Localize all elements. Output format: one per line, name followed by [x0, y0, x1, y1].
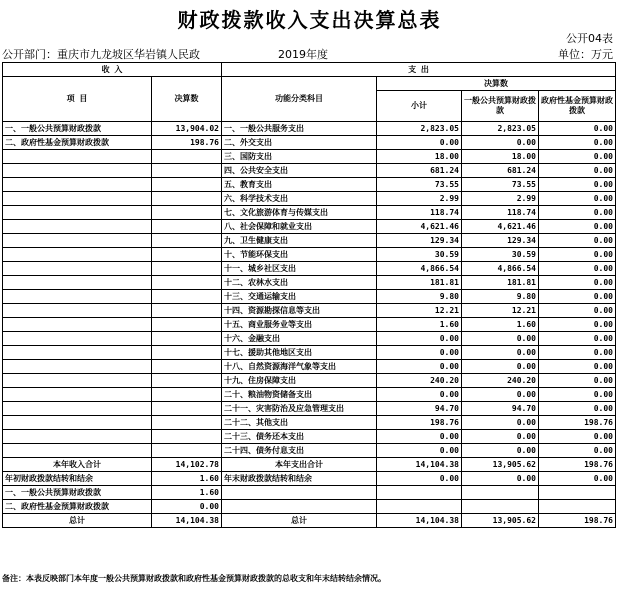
expense-item-label: 十九、住房保障支出 — [222, 374, 377, 388]
form-number: 公开04表 — [566, 32, 613, 45]
expense-fund: 0.00 — [539, 360, 616, 374]
expense-subtotal: 94.70 — [377, 402, 462, 416]
income-item-label — [3, 262, 152, 276]
carry-in-label: 年初财政拨款结转和结余 — [3, 472, 152, 486]
expense-fund: 0.00 — [539, 332, 616, 346]
expense-total-value: 14,104.38 — [377, 458, 462, 472]
expense-item-label: 七、文化旅游体育与传媒支出 — [222, 206, 377, 220]
expense-general: 129.34 — [462, 234, 539, 248]
empty-cell — [462, 486, 539, 500]
expense-item-label: 二十三、债务还本支出 — [222, 430, 377, 444]
income-section-header: 收 入 — [3, 63, 222, 77]
expense-general: 240.20 — [462, 374, 539, 388]
income-item-value — [152, 192, 222, 206]
general-budget-header: 一般公共预算财政拨款 — [462, 91, 539, 122]
income-item-label — [3, 234, 152, 248]
income-item-value — [152, 318, 222, 332]
expense-item-label: 十二、农林水支出 — [222, 276, 377, 290]
income-item-label — [3, 360, 152, 374]
expense-subtotal: 0.00 — [377, 444, 462, 458]
income-item-value — [152, 346, 222, 360]
expense-item-label: 六、科学技术支出 — [222, 192, 377, 206]
income-item-value — [152, 360, 222, 374]
empty-cell — [377, 486, 462, 500]
income-item-value — [152, 276, 222, 290]
expense-general: 73.55 — [462, 178, 539, 192]
expense-item-label: 十六、金融支出 — [222, 332, 377, 346]
expense-total-label: 本年支出合计 — [222, 458, 377, 472]
carry-in-fund-value: 0.00 — [152, 500, 222, 514]
income-item-label — [3, 430, 152, 444]
expense-item-label: 十八、自然资源海洋气象等支出 — [222, 360, 377, 374]
income-item-value — [152, 206, 222, 220]
table-row — [3, 192, 616, 206]
func-class-header: 功能分类科目 — [222, 77, 377, 122]
expense-general: 0.00 — [462, 136, 539, 150]
expense-general: 0.00 — [462, 444, 539, 458]
table-row — [3, 360, 616, 374]
income-item-label — [3, 290, 152, 304]
empty-cell — [539, 500, 616, 514]
grand-total-general: 13,905.62 — [462, 514, 539, 528]
expense-general: 0.00 — [462, 388, 539, 402]
expense-fund: 0.00 — [539, 304, 616, 318]
empty-cell — [462, 500, 539, 514]
expense-item-label: 二十四、债务付息支出 — [222, 444, 377, 458]
income-item-label — [3, 276, 152, 290]
expense-fund: 198.76 — [539, 416, 616, 430]
expense-fund: 0.00 — [539, 276, 616, 290]
income-item-value — [152, 164, 222, 178]
carry-out-fund: 0.00 — [539, 472, 616, 486]
income-item-value — [152, 220, 222, 234]
expense-fund: 0.00 — [539, 234, 616, 248]
expense-general: 681.24 — [462, 164, 539, 178]
expense-fund: 0.00 — [539, 122, 616, 136]
expense-general: 0.00 — [462, 332, 539, 346]
expense-item-label: 二十、粮油物资储备支出 — [222, 388, 377, 402]
expense-subtotal: 681.24 — [377, 164, 462, 178]
expense-general: 30.59 — [462, 248, 539, 262]
income-item-value: 13,904.02 — [152, 122, 222, 136]
expense-general: 181.81 — [462, 276, 539, 290]
expense-total-general: 13,905.62 — [462, 458, 539, 472]
expense-general: 2,823.05 — [462, 122, 539, 136]
income-item-label — [3, 178, 152, 192]
expense-general: 0.00 — [462, 430, 539, 444]
expense-subtotal: 129.34 — [377, 234, 462, 248]
expense-fund: 0.00 — [539, 136, 616, 150]
expense-item-label: 十七、援助其他地区支出 — [222, 346, 377, 360]
carry-in-general-label: 一、一般公共预算财政拨款 — [3, 486, 152, 500]
table-row — [3, 206, 616, 220]
income-item-value — [152, 234, 222, 248]
income-item-value — [152, 444, 222, 458]
expense-item-label: 二、外交支出 — [222, 136, 377, 150]
table-row — [3, 290, 616, 304]
expense-fund: 0.00 — [539, 178, 616, 192]
budget-table — [2, 62, 616, 528]
table-row — [3, 150, 616, 164]
income-item-value — [152, 290, 222, 304]
expense-item-label: 十一、城乡社区支出 — [222, 262, 377, 276]
expense-subtotal: 0.00 — [377, 346, 462, 360]
income-item-value — [152, 304, 222, 318]
expense-fund: 0.00 — [539, 192, 616, 206]
expense-general: 1.60 — [462, 318, 539, 332]
expense-item-label: 四、公共安全支出 — [222, 164, 377, 178]
report-meta — [2, 46, 613, 60]
income-item-label — [3, 402, 152, 416]
income-item-value — [152, 430, 222, 444]
income-item-label — [3, 346, 152, 360]
expense-fund: 0.00 — [539, 206, 616, 220]
expense-fund: 0.00 — [539, 444, 616, 458]
expense-subtotal: 18.00 — [377, 150, 462, 164]
table-row — [3, 220, 616, 234]
expense-subtotal: 9.80 — [377, 290, 462, 304]
expense-item-label: 十四、资源勘探信息等支出 — [222, 304, 377, 318]
expense-general: 0.00 — [462, 346, 539, 360]
expense-general: 2.99 — [462, 192, 539, 206]
income-item-label — [3, 248, 152, 262]
table-row — [3, 444, 616, 458]
income-item-value — [152, 178, 222, 192]
expense-amount-header: 决算数 — [377, 77, 616, 91]
income-item-label: 二、政府性基金预算财政拨款 — [3, 136, 152, 150]
income-item-label — [3, 164, 152, 178]
income-item-label — [3, 332, 152, 346]
expense-fund: 0.00 — [539, 402, 616, 416]
table-row — [3, 248, 616, 262]
expense-general: 18.00 — [462, 150, 539, 164]
income-total-value: 14,102.78 — [152, 458, 222, 472]
income-item-value — [152, 262, 222, 276]
table-row — [3, 332, 616, 346]
grand-total-expense-label: 总计 — [222, 514, 377, 528]
expense-subtotal: 0.00 — [377, 332, 462, 346]
carry-out-label: 年末财政拨款结转和结余 — [222, 472, 377, 486]
expense-total-fund: 198.76 — [539, 458, 616, 472]
expense-item-label: 五、教育支出 — [222, 178, 377, 192]
empty-cell — [539, 486, 616, 500]
income-item-value — [152, 332, 222, 346]
grand-total-income: 14,104.38 — [152, 514, 222, 528]
income-item-label: 一、一般公共预算财政拨款 — [3, 122, 152, 136]
empty-cell — [222, 500, 377, 514]
expense-fund: 0.00 — [539, 220, 616, 234]
grand-total-label: 总计 — [3, 514, 152, 528]
expense-subtotal: 240.20 — [377, 374, 462, 388]
expense-item-label: 十三、交通运输支出 — [222, 290, 377, 304]
gov-fund-header: 政府性基金预算财政拨款 — [539, 91, 616, 122]
grand-total-expense: 14,104.38 — [377, 514, 462, 528]
income-item-value — [152, 416, 222, 430]
expense-fund: 0.00 — [539, 346, 616, 360]
expense-subtotal: 0.00 — [377, 136, 462, 150]
expense-fund: 0.00 — [539, 374, 616, 388]
expense-fund: 0.00 — [539, 318, 616, 332]
table-row — [3, 402, 616, 416]
table-row — [3, 234, 616, 248]
expense-subtotal: 4,866.54 — [377, 262, 462, 276]
expense-general: 12.21 — [462, 304, 539, 318]
expense-fund: 0.00 — [539, 164, 616, 178]
expense-item-label: 八、社会保障和就业支出 — [222, 220, 377, 234]
carry-out-general: 0.00 — [462, 472, 539, 486]
income-item-label — [3, 206, 152, 220]
income-item-label — [3, 304, 152, 318]
expense-item-label: 十五、商业服务业等支出 — [222, 318, 377, 332]
item-header: 项 目 — [3, 77, 152, 122]
income-total-label: 本年收入合计 — [3, 458, 152, 472]
expense-general: 0.00 — [462, 360, 539, 374]
table-row — [3, 164, 616, 178]
department-label: 公开部门：重庆市九龙坡区华岩镇人民政 — [2, 48, 200, 61]
income-item-value — [152, 388, 222, 402]
expense-fund: 0.00 — [539, 430, 616, 444]
table-row — [3, 416, 616, 430]
expense-subtotal: 4,621.46 — [377, 220, 462, 234]
income-item-label — [3, 444, 152, 458]
expense-general: 0.00 — [462, 416, 539, 430]
grand-total-fund: 198.76 — [539, 514, 616, 528]
expense-general: 94.70 — [462, 402, 539, 416]
expense-section-header: 支 出 — [222, 63, 616, 77]
expense-fund: 0.00 — [539, 290, 616, 304]
table-row — [3, 388, 616, 402]
income-item-label — [3, 416, 152, 430]
income-item-value — [152, 374, 222, 388]
table-row — [3, 430, 616, 444]
income-item-label — [3, 220, 152, 234]
table-row — [3, 304, 616, 318]
expense-item-label: 二十二、其他支出 — [222, 416, 377, 430]
expense-subtotal: 0.00 — [377, 430, 462, 444]
expense-subtotal: 198.76 — [377, 416, 462, 430]
unit-label: 单位：万元 — [558, 48, 613, 61]
expense-general: 4,621.46 — [462, 220, 539, 234]
income-item-label — [3, 388, 152, 402]
empty-cell — [222, 486, 377, 500]
income-item-value — [152, 248, 222, 262]
expense-item-label: 十、节能环保支出 — [222, 248, 377, 262]
expense-subtotal: 181.81 — [377, 276, 462, 290]
expense-subtotal: 0.00 — [377, 388, 462, 402]
report-title: 财政拨款收入支出决算总表 — [177, 8, 442, 32]
expense-fund: 0.00 — [539, 248, 616, 262]
expense-subtotal: 0.00 — [377, 360, 462, 374]
expense-subtotal: 2.99 — [377, 192, 462, 206]
income-item-value — [152, 150, 222, 164]
expense-fund: 0.00 — [539, 388, 616, 402]
table-row — [3, 318, 616, 332]
table-row — [3, 262, 616, 276]
income-item-label — [3, 192, 152, 206]
expense-item-label: 二十一、灾害防治及应急管理支出 — [222, 402, 377, 416]
expense-subtotal: 73.55 — [377, 178, 462, 192]
carry-in-value: 1.60 — [152, 472, 222, 486]
table-row — [3, 136, 616, 150]
table-row — [3, 346, 616, 360]
income-item-label — [3, 318, 152, 332]
expense-item-label: 三、国防支出 — [222, 150, 377, 164]
expense-subtotal: 30.59 — [377, 248, 462, 262]
expense-general: 9.80 — [462, 290, 539, 304]
empty-cell — [377, 500, 462, 514]
income-item-value: 198.76 — [152, 136, 222, 150]
expense-subtotal: 1.60 — [377, 318, 462, 332]
subtotal-header: 小计 — [377, 91, 462, 122]
income-item-value — [152, 402, 222, 416]
expense-fund: 0.00 — [539, 150, 616, 164]
income-amount-header: 决算数 — [152, 77, 222, 122]
carry-in-fund-label: 二、政府性基金预算财政拨款 — [3, 500, 152, 514]
income-item-label — [3, 150, 152, 164]
expense-subtotal: 118.74 — [377, 206, 462, 220]
expense-general: 4,866.54 — [462, 262, 539, 276]
fiscal-year: 2019年度 — [278, 48, 328, 61]
expense-item-label: 一、一般公共服务支出 — [222, 122, 377, 136]
expense-item-label: 九、卫生健康支出 — [222, 234, 377, 248]
income-item-label — [3, 374, 152, 388]
carry-out-value: 0.00 — [377, 472, 462, 486]
table-row — [3, 276, 616, 290]
table-row — [3, 374, 616, 388]
expense-general: 118.74 — [462, 206, 539, 220]
table-row — [3, 122, 616, 136]
expense-subtotal: 2,823.05 — [377, 122, 462, 136]
footnote: 备注：本表反映部门本年度一般公共预算财政拨款和政府性基金预算财政拨款的总收支和年末结转结余情况。 — [2, 574, 386, 583]
carry-in-general-value: 1.60 — [152, 486, 222, 500]
expense-fund: 0.00 — [539, 262, 616, 276]
expense-subtotal: 12.21 — [377, 304, 462, 318]
table-row — [3, 178, 616, 192]
